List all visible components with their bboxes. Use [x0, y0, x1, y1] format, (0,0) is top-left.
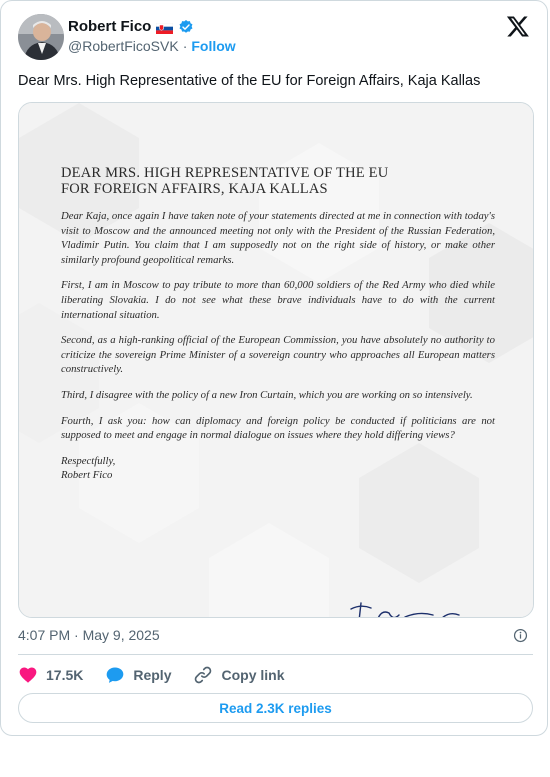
actions-bar — [18, 663, 307, 687]
reply-label: Reply — [133, 667, 172, 683]
letter-paragraph: Dear Kaja, once again I have taken note of your statements directed at me in connection with today's visit to Moscow and the announced meeting not only with the President of the Russian Federation, Vladimir Putin. You claim that I am supposedly not on the right side of history, or make other similarly profound geopolitical remarks. — [61, 210, 495, 266]
letter-title-line-1: DEAR MRS. HIGH REPRESENTATIVE OF THE EU — [61, 165, 389, 181]
letter-title — [61, 165, 495, 197]
letter-closing: Respectfully, — [61, 454, 116, 467]
link-icon — [193, 665, 213, 685]
handwritten-signature — [337, 599, 467, 618]
author-name-row — [68, 18, 194, 35]
author-name[interactable]: Robert Fico — [68, 18, 152, 35]
info-icon[interactable] — [513, 628, 528, 643]
handle-row — [68, 38, 236, 54]
letter-paragraph: Second, as a high-ranking official of the European Commission, you have absolutely no authority to criticize the sovereign Prime Minister of a sovereign country who approaches all European matters constructively. — [61, 334, 495, 376]
heart-icon — [18, 665, 38, 685]
letter-paragraph: Fourth, I ask you: how can diplomacy and foreign policy be conducted if politicians are not supposed to meet and engage in normal dialogue on issues where they hold differing views? — [61, 414, 495, 442]
letter-signer: Robert Fico — [61, 469, 113, 482]
slovakia-flag-icon — [156, 21, 173, 32]
verified-badge-icon — [178, 19, 194, 35]
tweet-timestamp[interactable]: 4:07 PM · May 9, 2025 — [18, 627, 160, 643]
avatar[interactable] — [18, 14, 64, 60]
letter-title-line-2: FOR FOREIGN AFFAIRS, KAJA KALLAS — [61, 181, 328, 197]
reply-button[interactable] — [105, 665, 171, 685]
read-replies-button[interactable]: Read 2.3K replies — [18, 693, 533, 723]
letter — [61, 165, 495, 483]
reply-bubble-icon — [105, 665, 125, 685]
letter-paragraph: Third, I disagree with the policy of a new Iron Curtain, which you are working on so intensively. — [61, 388, 473, 401]
divider — [18, 654, 533, 655]
copy-link-label: Copy link — [221, 667, 285, 683]
follow-button[interactable]: Follow — [191, 38, 236, 54]
tweet-image[interactable] — [18, 102, 534, 618]
separator-dot: · — [182, 38, 188, 54]
x-logo-icon[interactable] — [506, 14, 530, 38]
letter-paragraph: First, I am in Moscow to pay tribute to more than 60,000 soldiers of the Red Army who died while liberating Slovakia. I do not see what these brave individuals have to do with the current international situation. — [61, 279, 495, 321]
tweet-meta-row — [18, 627, 533, 643]
copy-link-button[interactable] — [193, 665, 284, 685]
author-handle[interactable]: @RobertFicoSVK — [68, 38, 179, 54]
tweet-text: Dear Mrs. High Representative of the EU for Foreign Affairs, Kaja Kallas — [18, 73, 481, 89]
like-count: 17.5K — [46, 667, 84, 683]
like-button[interactable] — [18, 665, 83, 685]
